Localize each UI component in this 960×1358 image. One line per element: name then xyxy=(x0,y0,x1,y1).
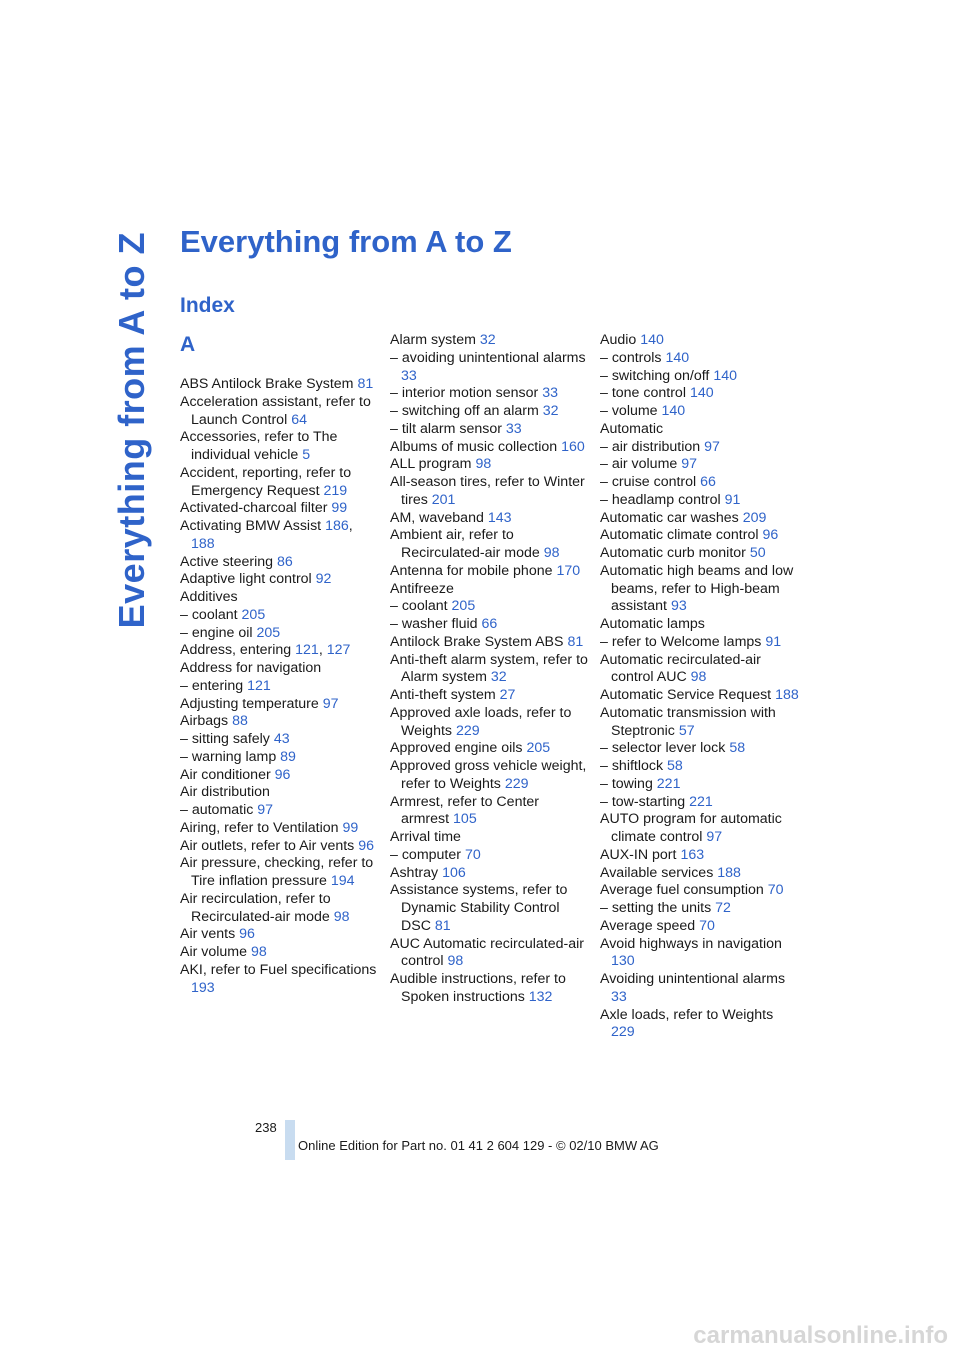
page-reference-link[interactable]: 98 xyxy=(333,908,350,925)
index-column-3 xyxy=(600,332,800,1042)
page-reference-link[interactable]: 209 xyxy=(742,509,767,526)
index-entry-text: All-season tires, refer to Winter tires xyxy=(390,474,585,508)
index-entry-text: – interior motion sensor xyxy=(390,385,539,402)
index-entry xyxy=(180,696,380,714)
index-entry xyxy=(390,882,590,935)
section-title: Index xyxy=(180,294,235,317)
page-reference-link[interactable]: 188 xyxy=(775,687,799,703)
page-reference-link[interactable]: 33 xyxy=(542,385,558,402)
page-reference-link[interactable]: 140 xyxy=(713,367,737,384)
index-entry-text: Air volume xyxy=(180,944,248,960)
index-entry-text: – coolant xyxy=(390,598,448,615)
index-entry-text: – shiftlock xyxy=(600,758,664,774)
page-reference-link[interactable]: 32 xyxy=(479,332,496,348)
index-entry-text: – selector lever lock xyxy=(600,740,726,757)
index-entry-text: Automatic climate control xyxy=(600,527,759,544)
index-entry xyxy=(390,687,590,705)
page-reference-link[interactable]: 97 xyxy=(706,829,723,845)
index-entry-text: Audible instructions, refer to Spoken instructions xyxy=(390,971,566,1005)
index-entry-text: Address, entering xyxy=(180,642,292,659)
page-reference-link[interactable]: 201 xyxy=(431,491,456,508)
index-entry-text: – tilt alarm sensor xyxy=(390,420,502,437)
index-entry xyxy=(390,403,590,421)
index-entry-text: – warning lamp xyxy=(180,748,277,765)
page-reference-link[interactable]: 66 xyxy=(481,616,498,632)
index-entry xyxy=(600,563,800,616)
index-entry-text: Acceleration assistant, refer to Launch Control xyxy=(180,393,371,428)
index-entry-text: Air recirculation, refer to Recirculated-air mode xyxy=(180,890,331,925)
index-entry xyxy=(600,385,800,403)
index-entry-text: Activating BMW Assist xyxy=(180,518,322,534)
index-entry xyxy=(180,767,380,785)
index-entry-text: Airbags xyxy=(180,713,229,730)
page-reference-link[interactable]: 160 xyxy=(561,438,585,455)
index-entry xyxy=(600,368,800,386)
index-entry xyxy=(390,971,590,1007)
index-entry xyxy=(600,918,800,936)
page-reference-link[interactable]: 127 xyxy=(326,642,351,659)
page-reference-link[interactable]: 186 xyxy=(325,518,349,534)
index-entry-text: Armrest, refer to Center armrest xyxy=(390,793,540,828)
index-entry xyxy=(390,936,590,972)
index-entry xyxy=(600,794,800,812)
index-entry-text: – headlamp control xyxy=(600,491,721,508)
index-entry-text: AM, waveband xyxy=(390,509,484,526)
page-reference-link[interactable]: 98 xyxy=(543,545,560,561)
index-entry xyxy=(180,625,380,643)
index-entry-text: – washer fluid xyxy=(390,616,478,632)
index-entry xyxy=(390,563,590,581)
index-entry-text: Accident, reporting, refer to Emergency Request xyxy=(180,464,352,499)
index-entry xyxy=(600,1007,800,1043)
index-entry-text: Air vents xyxy=(180,926,236,943)
page-reference-link[interactable]: 163 xyxy=(680,846,705,863)
page-title: Everything from A to Z xyxy=(180,224,512,259)
page-reference-link[interactable]: 33 xyxy=(505,420,522,437)
index-entry xyxy=(180,376,380,394)
index-entry xyxy=(180,429,380,465)
page-reference-link[interactable]: 97 xyxy=(322,695,339,712)
index-entry-text: – setting the units xyxy=(600,900,712,916)
page-reference-link[interactable]: 58 xyxy=(667,758,683,774)
index-entry-text: Ashtray xyxy=(390,864,439,881)
index-entry xyxy=(390,652,590,688)
index-entry xyxy=(180,855,380,891)
index-entry xyxy=(180,926,380,944)
page-reference-link[interactable]: 96 xyxy=(239,926,255,943)
page-reference-link[interactable]: 105 xyxy=(453,811,477,828)
index-entry-text: – tow-starting xyxy=(600,793,686,810)
page-reference-link[interactable]: 97 xyxy=(704,438,720,455)
index-entry-text: – sitting safely xyxy=(180,731,270,747)
index-entry xyxy=(600,527,800,545)
index-entry-text: Automatic Service Request xyxy=(600,687,772,703)
index-entry xyxy=(180,678,380,696)
index-entry xyxy=(180,731,380,749)
index-entry xyxy=(180,660,380,678)
index-entry-text: – towing xyxy=(600,775,653,792)
index-entry-text: Air outlets, refer to Air vents xyxy=(180,837,355,854)
index-entry: Address, entering 121, 127 xyxy=(180,642,351,659)
footer-edition-text: Online Edition for Part no. 01 41 2 604 129 - © 02/10 BMW AG xyxy=(298,1138,659,1153)
index-entry xyxy=(180,962,380,998)
page-reference-link[interactable]: 88 xyxy=(232,713,248,730)
index-entry xyxy=(600,705,800,741)
index-entry xyxy=(600,758,800,776)
index-entry-text: Automatic xyxy=(600,420,664,437)
index-entry xyxy=(600,474,800,492)
page-reference-link[interactable]: 89 xyxy=(280,748,296,765)
index-entry-text: Alarm system xyxy=(390,332,476,348)
index-entry xyxy=(180,500,380,518)
page-reference-link[interactable]: 50 xyxy=(749,545,766,561)
index-entry-text: – entering xyxy=(180,677,244,694)
page-reference-link[interactable]: 188 xyxy=(717,864,741,881)
index-entry-text: Average fuel consumption xyxy=(600,882,764,899)
page-reference-link[interactable]: 140 xyxy=(665,349,690,366)
index-entry-text: Available services xyxy=(600,864,714,881)
index-entry xyxy=(600,350,800,368)
index-entry-text: Anti-theft alarm system, refer to Alarm system xyxy=(390,651,588,686)
index-entry-text: – switching on/off xyxy=(600,367,710,384)
index-entry-text: Automatic transmission with Steptronic xyxy=(600,704,776,739)
index-entry xyxy=(180,465,380,501)
index-entry xyxy=(390,865,590,883)
index-entry-text: Avoid highways in navigation xyxy=(600,935,782,952)
index-entry xyxy=(600,421,800,439)
index-entry-text: Address for navigation xyxy=(180,660,322,676)
watermark: carmanualsonline.info xyxy=(693,1322,948,1349)
page-reference-link[interactable]: 70 xyxy=(699,917,715,934)
index-entry xyxy=(600,634,800,652)
index-entry xyxy=(390,456,590,474)
index-entry-text: Antifreeze xyxy=(390,580,454,597)
index-entry-text: – volume xyxy=(600,403,658,419)
index-entry xyxy=(390,598,590,616)
page-reference-link[interactable]: 106 xyxy=(442,864,466,881)
index-entry-text: Active steering xyxy=(180,553,274,570)
page-reference-link[interactable]: 205 xyxy=(256,624,281,641)
index-entry-text: Ambient air, refer to Recirculated-air mode xyxy=(390,527,540,561)
page-reference-link[interactable]: 140 xyxy=(661,403,686,419)
page-reference-link[interactable]: 121 xyxy=(247,677,271,694)
index-entry xyxy=(180,944,380,962)
index-entry xyxy=(390,385,590,403)
index-entry xyxy=(180,749,380,767)
index-entry-text: Automatic high beams and low beams, refer to High-beam assistant xyxy=(600,562,794,615)
index-entry xyxy=(180,589,380,607)
index-entry-text: AKI, refer to Fuel specifications xyxy=(180,961,377,978)
page-reference-link[interactable]: 221 xyxy=(656,775,681,792)
index-entry-text: Activated-charcoal filter xyxy=(180,500,328,517)
index-entry-text: Airing, refer to Ventilation xyxy=(180,819,339,836)
index-entry xyxy=(180,802,380,820)
index-entry xyxy=(600,900,800,918)
index-entry xyxy=(390,829,590,847)
page-reference-link[interactable]: 205 xyxy=(241,606,266,623)
page-reference-link[interactable]: 33 xyxy=(401,367,417,384)
index-entry-text: – engine oil xyxy=(180,624,253,641)
page-reference-link[interactable]: 99 xyxy=(342,819,359,836)
page-reference-link[interactable]: 229 xyxy=(611,1024,635,1041)
page-reference-link[interactable]: 97 xyxy=(257,802,274,818)
page-reference-link[interactable]: 132 xyxy=(528,988,553,1005)
index-entry-text: Air distribution xyxy=(180,784,270,801)
index-entry-text: Air conditioner xyxy=(180,766,271,783)
index-entry xyxy=(600,740,800,758)
page-reference-link[interactable]: 81 xyxy=(567,633,584,650)
index-entry xyxy=(600,811,800,847)
index-entry-text: Antilock Brake System ABS xyxy=(390,633,564,650)
index-entry-text: Adjusting temperature xyxy=(180,695,319,712)
page-reference-link[interactable]: 81 xyxy=(357,376,374,392)
index-entry xyxy=(180,891,380,927)
index-entry-text: – avoiding unintentional alarms xyxy=(390,349,586,366)
page-reference-link[interactable]: 140 xyxy=(689,385,714,402)
page-reference-link[interactable]: 72 xyxy=(715,900,731,916)
index-entry-text: Additives xyxy=(180,589,238,605)
index-entry-text: Approved axle loads, refer to Weights xyxy=(390,704,572,739)
index-entry xyxy=(390,758,590,794)
index-entry xyxy=(390,616,590,634)
page-reference-link[interactable]: 130 xyxy=(611,953,635,970)
page-reference-link[interactable]: 219 xyxy=(323,482,348,499)
index-entry xyxy=(180,394,380,430)
page-reference-link[interactable]: 140 xyxy=(640,332,664,348)
page-reference-link[interactable]: 70 xyxy=(767,882,784,899)
page-reference-link[interactable]: 96 xyxy=(762,527,779,544)
index-entry xyxy=(600,882,800,900)
page-reference-link[interactable]: 64 xyxy=(291,411,307,428)
page-reference-link[interactable]: 70 xyxy=(464,846,481,863)
page-reference-link[interactable]: 33 xyxy=(611,988,627,1005)
index-entry xyxy=(600,687,800,705)
page-reference-link[interactable]: 32 xyxy=(542,403,559,419)
page-reference-link[interactable]: 66 xyxy=(700,474,716,490)
index-entry-text: Anti-theft system xyxy=(390,687,496,703)
index-entry-text: – controls xyxy=(600,349,662,366)
index-entry xyxy=(180,820,380,838)
index-entry-text: Automatic curb monitor xyxy=(600,545,746,561)
page-reference-link[interactable]: 32 xyxy=(490,669,507,686)
page-reference-link[interactable]: 98 xyxy=(475,456,492,473)
page-reference-link[interactable]: 194 xyxy=(330,873,355,889)
index-column-2 xyxy=(390,332,590,1007)
index-entry-text: Average speed xyxy=(600,917,696,934)
index-entry-text: Axle loads, refer to Weights xyxy=(600,1006,774,1023)
index-entry-text: Automatic recirculated-air control AUC xyxy=(600,651,761,686)
page-reference-link[interactable]: 98 xyxy=(447,953,464,970)
index-entry-text: Automatic car washes xyxy=(600,509,739,526)
index-entry xyxy=(390,705,590,741)
page-reference-link[interactable]: 92 xyxy=(315,571,332,588)
index-entry xyxy=(600,652,800,688)
page-reference-link[interactable]: 143 xyxy=(487,509,512,526)
index-entry-text: Arrival time xyxy=(390,829,461,845)
page-reference-link[interactable]: 58 xyxy=(729,740,746,757)
index-entry xyxy=(390,439,590,457)
index-entry xyxy=(390,474,590,510)
index-entry-text: – air volume xyxy=(600,456,678,473)
page-reference-link[interactable]: 98 xyxy=(690,669,707,686)
page-reference-link[interactable]: 193 xyxy=(191,979,215,996)
page-reference-link[interactable]: 121 xyxy=(295,642,319,659)
index-entry xyxy=(180,607,380,625)
index-entry xyxy=(390,847,590,865)
index-entry-text: – switching off an alarm xyxy=(390,403,539,419)
index-entry-text: AUTO program for automatic climate control xyxy=(600,811,782,845)
index-column-1 xyxy=(180,332,380,997)
index-entry xyxy=(180,713,380,731)
page-reference-link[interactable]: 229 xyxy=(504,775,529,792)
index-entry-text: – coolant xyxy=(180,606,238,623)
index-entry xyxy=(600,439,800,457)
index-entry xyxy=(600,616,800,634)
index-entry xyxy=(180,571,380,589)
index-entry xyxy=(390,527,590,563)
page-reference-link[interactable]: 205 xyxy=(526,740,551,757)
index-entry-text: ABS Antilock Brake System xyxy=(180,376,354,392)
index-entry xyxy=(600,776,800,794)
page-reference-link[interactable]: 43 xyxy=(273,731,290,747)
index-entry-text: AUX-IN port xyxy=(600,846,677,863)
index-entry-text: – air distribution xyxy=(600,438,701,455)
index-entry-text: Approved engine oils xyxy=(390,740,523,757)
index-entry xyxy=(390,350,590,386)
index-entry xyxy=(390,421,590,439)
index-entry xyxy=(390,332,590,350)
page-reference-link[interactable]: 81 xyxy=(434,917,451,934)
index-letter-heading: A xyxy=(180,333,196,356)
index-entry-text: – automatic xyxy=(180,802,254,818)
page-reference-link[interactable]: 27 xyxy=(499,687,516,703)
page-reference-link[interactable]: 97 xyxy=(681,456,698,473)
index-entry-text: – refer to Welcome lamps xyxy=(600,633,762,650)
index-entry xyxy=(600,332,800,350)
page-number: 238 xyxy=(255,1120,277,1135)
index-entry-text: – tone control xyxy=(600,385,686,402)
index-entry xyxy=(390,634,590,652)
page-reference-link[interactable]: 205 xyxy=(451,598,476,615)
index-entry-text: Automatic lamps xyxy=(600,616,705,632)
index-entry xyxy=(390,740,590,758)
page-reference-link[interactable]: 96 xyxy=(358,837,374,854)
index-entry-text: Adaptive light control xyxy=(180,571,312,588)
index-entry-text: Air pressure, checking, refer to Tire inflation pressure xyxy=(180,855,374,889)
page-reference-link[interactable]: 86 xyxy=(277,553,293,570)
index-entry xyxy=(390,510,590,528)
index-entry-text: Assistance systems, refer to Dynamic Stability Control DSC xyxy=(390,882,568,934)
index-entry-text: Albums of music collection xyxy=(390,438,558,455)
index-entry xyxy=(600,456,800,474)
index-entry xyxy=(600,510,800,528)
page-reference-link[interactable]: 229 xyxy=(455,722,480,739)
index-entry xyxy=(600,865,800,883)
index-entry-text: Avoiding unintentional alarms xyxy=(600,971,786,987)
page-reference-link[interactable]: 93 xyxy=(670,598,687,615)
index-entry-text: – computer xyxy=(390,846,461,863)
index-entry xyxy=(600,545,800,563)
page-reference-link[interactable]: 221 xyxy=(689,793,713,810)
page-reference-link[interactable]: 91 xyxy=(724,491,741,508)
side-chapter-title: Everything from A to Z xyxy=(111,232,152,629)
index-entry-text: AUC Automatic recirculated-air control xyxy=(390,935,584,970)
index-entry-text: Approved gross vehicle weight, refer to Weights xyxy=(390,758,587,792)
page-reference-link[interactable]: 98 xyxy=(250,944,267,960)
page-reference-link[interactable]: 96 xyxy=(274,766,291,783)
index-entry-text: Audio xyxy=(600,332,637,348)
page-reference-link[interactable]: 5 xyxy=(302,447,311,463)
index-entry xyxy=(180,554,380,572)
index-entry-text: Accessories, refer to The individual vehicle xyxy=(180,429,338,463)
page-reference-link[interactable]: 170 xyxy=(556,562,581,579)
index-entry xyxy=(600,492,800,510)
index-entry xyxy=(600,971,800,1007)
page-reference-link[interactable]: 91 xyxy=(765,633,782,650)
page-reference-link[interactable]: 99 xyxy=(331,500,348,517)
index-entry-text: Antenna for mobile phone xyxy=(390,562,553,579)
index-entry xyxy=(390,794,590,830)
index-entry xyxy=(390,581,590,599)
index-entry xyxy=(180,838,380,856)
index-entry: Activating BMW Assist 186, 188 xyxy=(180,518,353,552)
page-reference-link[interactable]: 188 xyxy=(191,535,215,552)
index-entry-text: – cruise control xyxy=(600,474,697,490)
index-entry xyxy=(600,936,800,972)
page-reference-link[interactable]: 57 xyxy=(678,722,695,739)
index-entry xyxy=(600,847,800,865)
index-entry-text: ALL program xyxy=(390,456,472,473)
index-entry xyxy=(180,784,380,802)
footer-accent-bar xyxy=(285,1120,295,1160)
index-entry xyxy=(600,403,800,421)
